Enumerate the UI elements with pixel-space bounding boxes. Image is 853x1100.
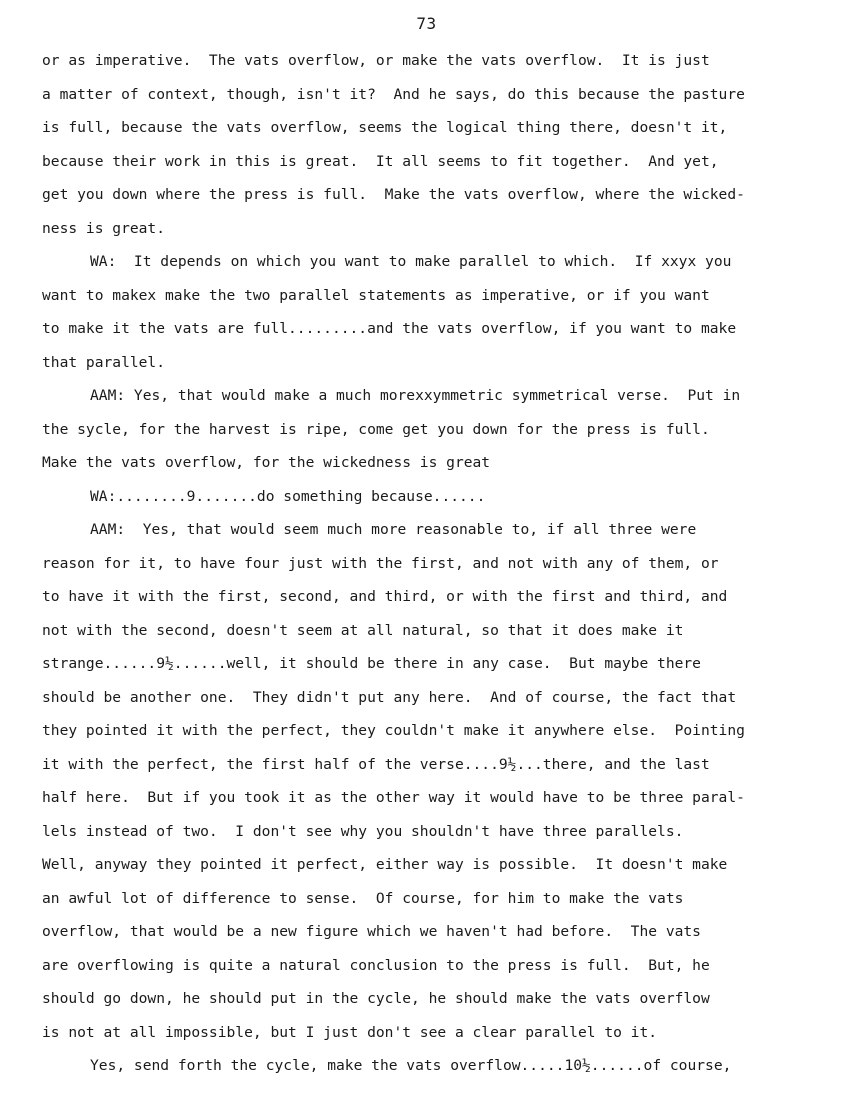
text-line: [0, 317, 853, 351]
text-line-content: lels instead of two. I don't see why you shouldn't have three parallels.: [42, 822, 684, 840]
text-line: [0, 217, 853, 251]
text-line: [0, 150, 853, 184]
text-line-content: should be another one. They didn't put any here. And of course, the fact that: [42, 688, 737, 706]
text-line: [0, 451, 853, 485]
text-line: [0, 49, 853, 83]
text-line: [0, 552, 853, 586]
text-line: [0, 116, 853, 150]
text-line: [0, 1054, 853, 1088]
text-line: [0, 786, 853, 820]
text-line-content: AAM: Yes, that would seem much more reasonable to, if all three were: [90, 521, 697, 538]
text-line-content: to make it the vats are full.........and the vats overflow, if you want to make: [42, 320, 737, 337]
text-line: [0, 518, 853, 552]
text-line: [0, 384, 853, 418]
text-line-content: WA:........9.......do something because......: [90, 487, 486, 505]
text-line: [0, 418, 853, 452]
page-body: [0, 49, 853, 1088]
text-line: [0, 954, 853, 988]
text-line: [0, 351, 853, 385]
text-line: [0, 250, 853, 284]
text-line: [0, 719, 853, 753]
text-line: [0, 284, 853, 318]
text-line: [0, 820, 853, 854]
text-line-content: are overflowing is quite a natural conclusion to the press is full. But, he: [42, 956, 710, 974]
text-line-content: get you down where the press is full. Make the vats overflow, where the wicked-: [42, 186, 745, 203]
text-line: [0, 887, 853, 921]
text-line: [0, 686, 853, 720]
text-line: [0, 987, 853, 1021]
text-line: [0, 853, 853, 887]
text-line: [0, 183, 853, 217]
text-line: [0, 619, 853, 653]
text-line-content: Yes, send forth the cycle, make the vats overflow.....10½......of course,: [90, 1057, 732, 1074]
text-line-content: should go down, he should put in the cycle, he should make the vats overflow: [42, 990, 710, 1007]
text-line-content: the sycle, for the harvest is ripe, come get you down for the press is full.: [42, 420, 710, 438]
text-line-content: they pointed it with the perfect, they couldn't make it anywhere else. Pointing: [42, 722, 745, 739]
text-line-content: overflow, that would be a new figure which we haven't had before. The vats: [42, 923, 701, 940]
text-line-content: strange......9½......well, it should be there in any case. But maybe there: [42, 655, 701, 672]
text-line: [0, 652, 853, 686]
text-line-content: is not at all impossible, but I just don't see a clear parallel to it.: [42, 1023, 658, 1041]
text-line: [0, 753, 853, 787]
text-line-content: Make the vats overflow, for the wickedness is great: [42, 454, 491, 471]
text-line-content: half here. But if you took it as the other way it would have to be three paral-: [42, 789, 745, 806]
text-line-content: or as imperative. The vats overflow, or make the vats overflow. It is just: [42, 52, 710, 69]
text-line: [0, 1021, 853, 1055]
text-line-content: an awful lot of difference to sense. Of course, for him to make the vats: [42, 889, 684, 907]
text-line-content: AAM: Yes, that would make a much morexxymmetric symmetrical verse. Put in: [90, 387, 741, 404]
text-line-content: Well, anyway they pointed it perfect, either way is possible. It doesn't make: [42, 856, 728, 873]
text-line: [0, 83, 853, 117]
text-line: [0, 920, 853, 954]
text-line-content: want to makex make the two parallel statements as imperative, or if you want: [42, 286, 710, 304]
text-line-content: not with the second, doesn't seem at all natural, so that it does make it: [42, 621, 684, 639]
text-line: [0, 585, 853, 619]
text-line-content: a matter of context, though, isn't it? And he says, do this because the pasture: [42, 85, 745, 103]
text-line-content: because their work in this is great. It all seems to fit together. And yet,: [42, 152, 719, 170]
text-line-content: reason for it, to have four just with the first, and not with any of them, or: [42, 554, 719, 572]
text-line-content: WA: It depends on which you want to make parallel to which. If xxyx you: [90, 253, 732, 270]
text-line-content: that parallel.: [42, 353, 166, 371]
text-line-content: to have it with the first, second, and third, or with the first and third, and: [42, 588, 728, 605]
text-line-content: is full, because the vats overflow, seems the logical thing there, doesn't it,: [42, 119, 728, 136]
text-line: [0, 485, 853, 519]
text-line-content: it with the perfect, the first half of the verse....9½...there, and the last: [42, 755, 710, 773]
page-number: 73: [416, 14, 437, 33]
text-line-content: ness is great.: [42, 219, 166, 237]
